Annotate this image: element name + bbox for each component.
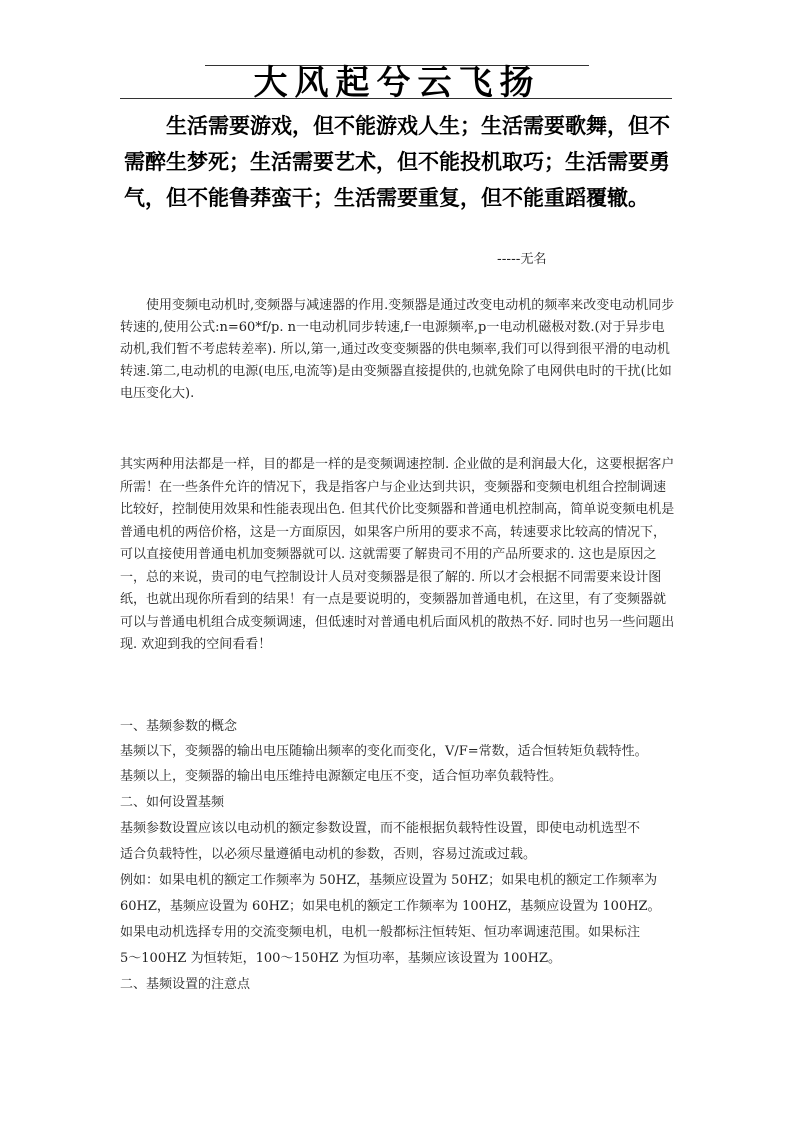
section-heading-1: 一、基频参数的概念 [120,719,238,734]
text-line: 如果电动机选择专用的交流变频电机，电机一般都标注恒转矩、恒功率调速范围。如果标注 [120,925,641,940]
header-bottom-rule [120,98,672,99]
quote-author: -----无名 [497,252,547,267]
text-line: 基频以下，变频器的输出电压随输出频率的变化而变化，V/F=常数，适合恒转矩负载特性。 [120,744,648,759]
body-paragraph-2: 其实两种用法都是一样，目的都是一样的是变频调速控制. 企业做的是利润最大化，这要根据客户所需！在一些条件允许的情况下，我是指客户与企业达到共识，变频器和变频电机组合控制调速比较好，控制使用效果和性能表现出色. 但其代价比变频器和普通电机控制高，简单说变频电机是普通电机的两倍价格，这是一方面原因，如果客户所用的要求不高，转速要求比较高的情况下，可以直接使用普通电机加变频器就可以. 这就需要了解贵司不用的产品所要求的. 这也是原因之一，总的来说，贵司的电气控制设计人员对变频器是很了解的. 所以才会根据不同需要来设计图纸，也就出现你所看到的结果！有一点是要说明的，变频器加普通电机，在这里，有了变频器就可以与普通电机组合成变频调速，但低速时对普通电机后面风机的散热不好. 同时也另一些问题出现. 欢迎到我的空间看看！ [120,457,675,652]
text-line: 例如：如果电机的额定工作频率为 50HZ，基频应设置为 50HZ；如果电机的额定工作频率为 [120,873,658,888]
quote-text: 生活需要游戏，但不能游戏人生；生活需要歌舞，但不需醉生梦死；生活需要艺术，但不能投机取巧；生活需要勇气，但不能鲁莽蛮干；生活需要重复，但不能重蹈覆辙。 [124,114,670,210]
section-heading-3: 二、基频设置的注意点 [120,977,251,992]
text-line: 5～100HZ 为恒转矩，100～150HZ 为恒功率，基频应该设置为 100HZ。 [120,951,562,966]
text-line: 基频参数设置应该以电动机的额定参数设置，而不能根据负载特性设置，即使电动机选型不 [120,821,641,836]
body-paragraph-1: 使用变频电动机时,变频器与减速器的作用.变频器是通过改变电动机的频率来改变电动机同步转速的,使用公式:n=60*f/p. n一电动机同步转速,f一电源频率,p一电动机磁极对数.(对于异步电动机,我们暂不考虑转差率). 所以,第一,通过改变变频器的供电频率,我们可以得到很平滑的电动机转速.第二,电动机的电源(电压,电流等)是由变频器直接提供的,也就免除了电网供电时的干扰(比如电压变化大). [120,298,675,401]
text-line: 适合负载特性，以必须尽量遵循电动机的参数，否则，容易过流或过载。 [120,847,537,862]
section-heading-2: 二、如何设置基频 [120,795,225,810]
text-line: 基频以上，变频器的输出电压维持电源额定电压不变，适合恒功率负载特性。 [120,769,563,784]
header-title: 大风起兮云飞扬 [253,63,541,103]
text-line: 60HZ，基频应设置为 60HZ；如果电机的额定工作频率为 100HZ，基频应设置为 100HZ。 [120,899,661,914]
